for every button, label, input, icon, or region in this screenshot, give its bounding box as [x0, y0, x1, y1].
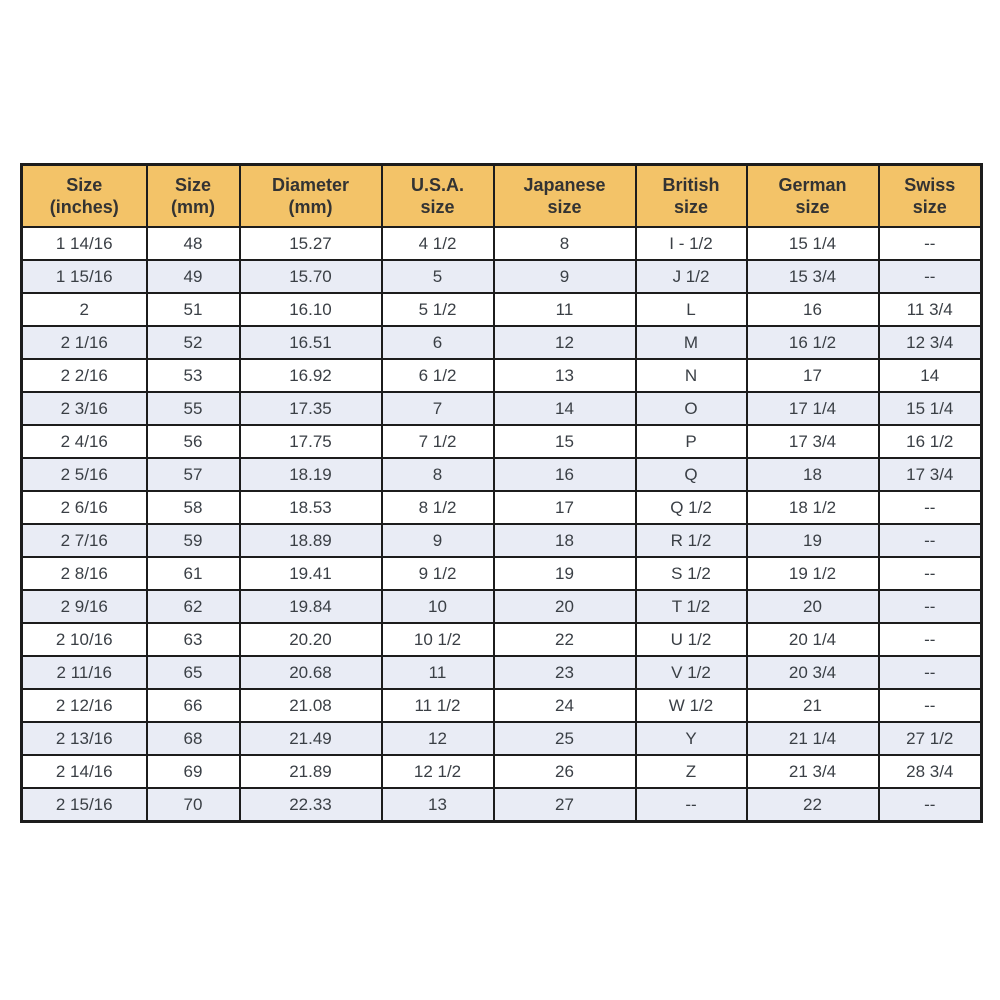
table-cell: 48	[147, 227, 240, 260]
table-cell: 16.10	[240, 293, 382, 326]
table-cell: 17 1/4	[747, 392, 879, 425]
table-cell: --	[879, 557, 982, 590]
table-cell: 57	[147, 458, 240, 491]
table-cell: 59	[147, 524, 240, 557]
table-cell: --	[879, 788, 982, 822]
table-cell: 1 14/16	[22, 227, 147, 260]
table-row	[22, 458, 982, 491]
table-cell: 51	[147, 293, 240, 326]
table-cell: 9 1/2	[382, 557, 494, 590]
table-cell: Q 1/2	[636, 491, 747, 524]
table-cell: N	[636, 359, 747, 392]
table-cell: 20 3/4	[747, 656, 879, 689]
table-cell: P	[636, 425, 747, 458]
column-header: Size (mm)	[147, 165, 240, 228]
table-cell: 9	[494, 260, 636, 293]
table-row	[22, 326, 982, 359]
table-row	[22, 491, 982, 524]
table-cell: 2 1/16	[22, 326, 147, 359]
table-cell: 21.49	[240, 722, 382, 755]
table-cell: --	[879, 656, 982, 689]
table-cell: 2 10/16	[22, 623, 147, 656]
table-cell: 20	[494, 590, 636, 623]
table-row	[22, 590, 982, 623]
table-cell: V 1/2	[636, 656, 747, 689]
column-header: British size	[636, 165, 747, 228]
table-cell: 7 1/2	[382, 425, 494, 458]
table-cell: 2 2/16	[22, 359, 147, 392]
table-cell: 17 3/4	[879, 458, 982, 491]
table-cell: 20.20	[240, 623, 382, 656]
table-cell: 11 3/4	[879, 293, 982, 326]
table-cell: 20	[747, 590, 879, 623]
table-cell: 63	[147, 623, 240, 656]
table-cell: 16 1/2	[879, 425, 982, 458]
table-cell: 18.19	[240, 458, 382, 491]
table-cell: Z	[636, 755, 747, 788]
table-cell: 23	[494, 656, 636, 689]
table-cell: 12	[382, 722, 494, 755]
table-cell: 6	[382, 326, 494, 359]
table-cell: M	[636, 326, 747, 359]
table-cell: 19	[747, 524, 879, 557]
table-cell: 2 5/16	[22, 458, 147, 491]
table-cell: 21.89	[240, 755, 382, 788]
table-cell: 17.35	[240, 392, 382, 425]
table-cell: 65	[147, 656, 240, 689]
table-cell: 22	[494, 623, 636, 656]
table-cell: 10	[382, 590, 494, 623]
table-cell: 2 15/16	[22, 788, 147, 822]
table-cell: 2 3/16	[22, 392, 147, 425]
table-cell: 24	[494, 689, 636, 722]
table-row	[22, 689, 982, 722]
table-cell: 1 15/16	[22, 260, 147, 293]
table-cell: 58	[147, 491, 240, 524]
table-cell: 55	[147, 392, 240, 425]
table-row	[22, 227, 982, 260]
table-cell: 12 3/4	[879, 326, 982, 359]
table-cell: 56	[147, 425, 240, 458]
table-row	[22, 755, 982, 788]
table-cell: 22	[747, 788, 879, 822]
table-cell: 10 1/2	[382, 623, 494, 656]
table-row	[22, 260, 982, 293]
table-cell: 25	[494, 722, 636, 755]
table-cell: R 1/2	[636, 524, 747, 557]
table-cell: 27 1/2	[879, 722, 982, 755]
table-cell: 26	[494, 755, 636, 788]
table-cell: 2 8/16	[22, 557, 147, 590]
table-cell: 2 12/16	[22, 689, 147, 722]
table-cell: --	[879, 590, 982, 623]
table-cell: 66	[147, 689, 240, 722]
table-row	[22, 656, 982, 689]
table-row	[22, 392, 982, 425]
table-cell: 16	[747, 293, 879, 326]
table-cell: 18	[494, 524, 636, 557]
table-cell: --	[879, 524, 982, 557]
table-cell: 11	[494, 293, 636, 326]
table-cell: 5 1/2	[382, 293, 494, 326]
table-cell: 16	[494, 458, 636, 491]
column-header: Japanese size	[494, 165, 636, 228]
table-cell: 68	[147, 722, 240, 755]
table-cell: 61	[147, 557, 240, 590]
table-cell: 18 1/2	[747, 491, 879, 524]
table-cell: 69	[147, 755, 240, 788]
table-row	[22, 524, 982, 557]
table-cell: 15	[494, 425, 636, 458]
table-cell: 2 13/16	[22, 722, 147, 755]
table-cell: 2 4/16	[22, 425, 147, 458]
table-cell: W 1/2	[636, 689, 747, 722]
table-cell: 53	[147, 359, 240, 392]
table-cell: 6 1/2	[382, 359, 494, 392]
table-cell: 17	[494, 491, 636, 524]
table-cell: Y	[636, 722, 747, 755]
table-cell: 70	[147, 788, 240, 822]
table-cell: 14	[494, 392, 636, 425]
table-cell: 8	[382, 458, 494, 491]
table-cell: 7	[382, 392, 494, 425]
column-header: German size	[747, 165, 879, 228]
table-cell: 22.33	[240, 788, 382, 822]
table-row	[22, 359, 982, 392]
table-cell: U 1/2	[636, 623, 747, 656]
table-cell: 13	[494, 359, 636, 392]
table-cell: 12 1/2	[382, 755, 494, 788]
table-cell: 2 9/16	[22, 590, 147, 623]
table-cell: 62	[147, 590, 240, 623]
table-cell: 18.89	[240, 524, 382, 557]
table-cell: --	[879, 623, 982, 656]
column-header: Size (inches)	[22, 165, 147, 228]
table-cell: 2 14/16	[22, 755, 147, 788]
table-cell: 49	[147, 260, 240, 293]
table-cell: 21 3/4	[747, 755, 879, 788]
table-cell: 19 1/2	[747, 557, 879, 590]
table-row	[22, 557, 982, 590]
table-cell: 16.51	[240, 326, 382, 359]
table-cell: 8	[494, 227, 636, 260]
table-cell: 17	[747, 359, 879, 392]
table-cell: 13	[382, 788, 494, 822]
table-cell: 15 1/4	[879, 392, 982, 425]
header-row	[22, 165, 982, 228]
table-cell: 19.84	[240, 590, 382, 623]
table-cell: 14	[879, 359, 982, 392]
table-row	[22, 788, 982, 822]
table-cell: 8 1/2	[382, 491, 494, 524]
table-cell: 20.68	[240, 656, 382, 689]
table-cell: 16 1/2	[747, 326, 879, 359]
table-cell: 15.27	[240, 227, 382, 260]
table-row	[22, 623, 982, 656]
table-cell: 15.70	[240, 260, 382, 293]
table-row	[22, 293, 982, 326]
table-cell: 15 3/4	[747, 260, 879, 293]
table-cell: T 1/2	[636, 590, 747, 623]
column-header: U.S.A. size	[382, 165, 494, 228]
table-row	[22, 722, 982, 755]
table-cell: 12	[494, 326, 636, 359]
table-cell: 18.53	[240, 491, 382, 524]
table-cell: 5	[382, 260, 494, 293]
table-cell: 27	[494, 788, 636, 822]
table-cell: S 1/2	[636, 557, 747, 590]
table-row	[22, 425, 982, 458]
table-cell: 11 1/2	[382, 689, 494, 722]
table-cell: 2 7/16	[22, 524, 147, 557]
table-cell: 21.08	[240, 689, 382, 722]
table-cell: L	[636, 293, 747, 326]
table-cell: 20 1/4	[747, 623, 879, 656]
table-cell: --	[879, 491, 982, 524]
table-cell: J 1/2	[636, 260, 747, 293]
table-cell: 16.92	[240, 359, 382, 392]
table-cell: Q	[636, 458, 747, 491]
table-cell: 15 1/4	[747, 227, 879, 260]
table-cell: 4 1/2	[382, 227, 494, 260]
ring-size-conversion-table	[20, 163, 983, 823]
table-cell: 21 1/4	[747, 722, 879, 755]
table-cell: 9	[382, 524, 494, 557]
table-cell: 28 3/4	[879, 755, 982, 788]
table-cell: 2 6/16	[22, 491, 147, 524]
table-cell: I - 1/2	[636, 227, 747, 260]
table-cell: 17 3/4	[747, 425, 879, 458]
table-cell: 18	[747, 458, 879, 491]
table-cell: 21	[747, 689, 879, 722]
table-cell: --	[879, 260, 982, 293]
table-cell: --	[636, 788, 747, 822]
column-header: Diameter (mm)	[240, 165, 382, 228]
table-cell: 17.75	[240, 425, 382, 458]
table-cell: O	[636, 392, 747, 425]
table-cell: 19	[494, 557, 636, 590]
table-cell: 52	[147, 326, 240, 359]
table-cell: 2 11/16	[22, 656, 147, 689]
table-cell: 19.41	[240, 557, 382, 590]
table-cell: 11	[382, 656, 494, 689]
table-cell: --	[879, 689, 982, 722]
table-cell: --	[879, 227, 982, 260]
table-cell: 2	[22, 293, 147, 326]
column-header: Swiss size	[879, 165, 982, 228]
